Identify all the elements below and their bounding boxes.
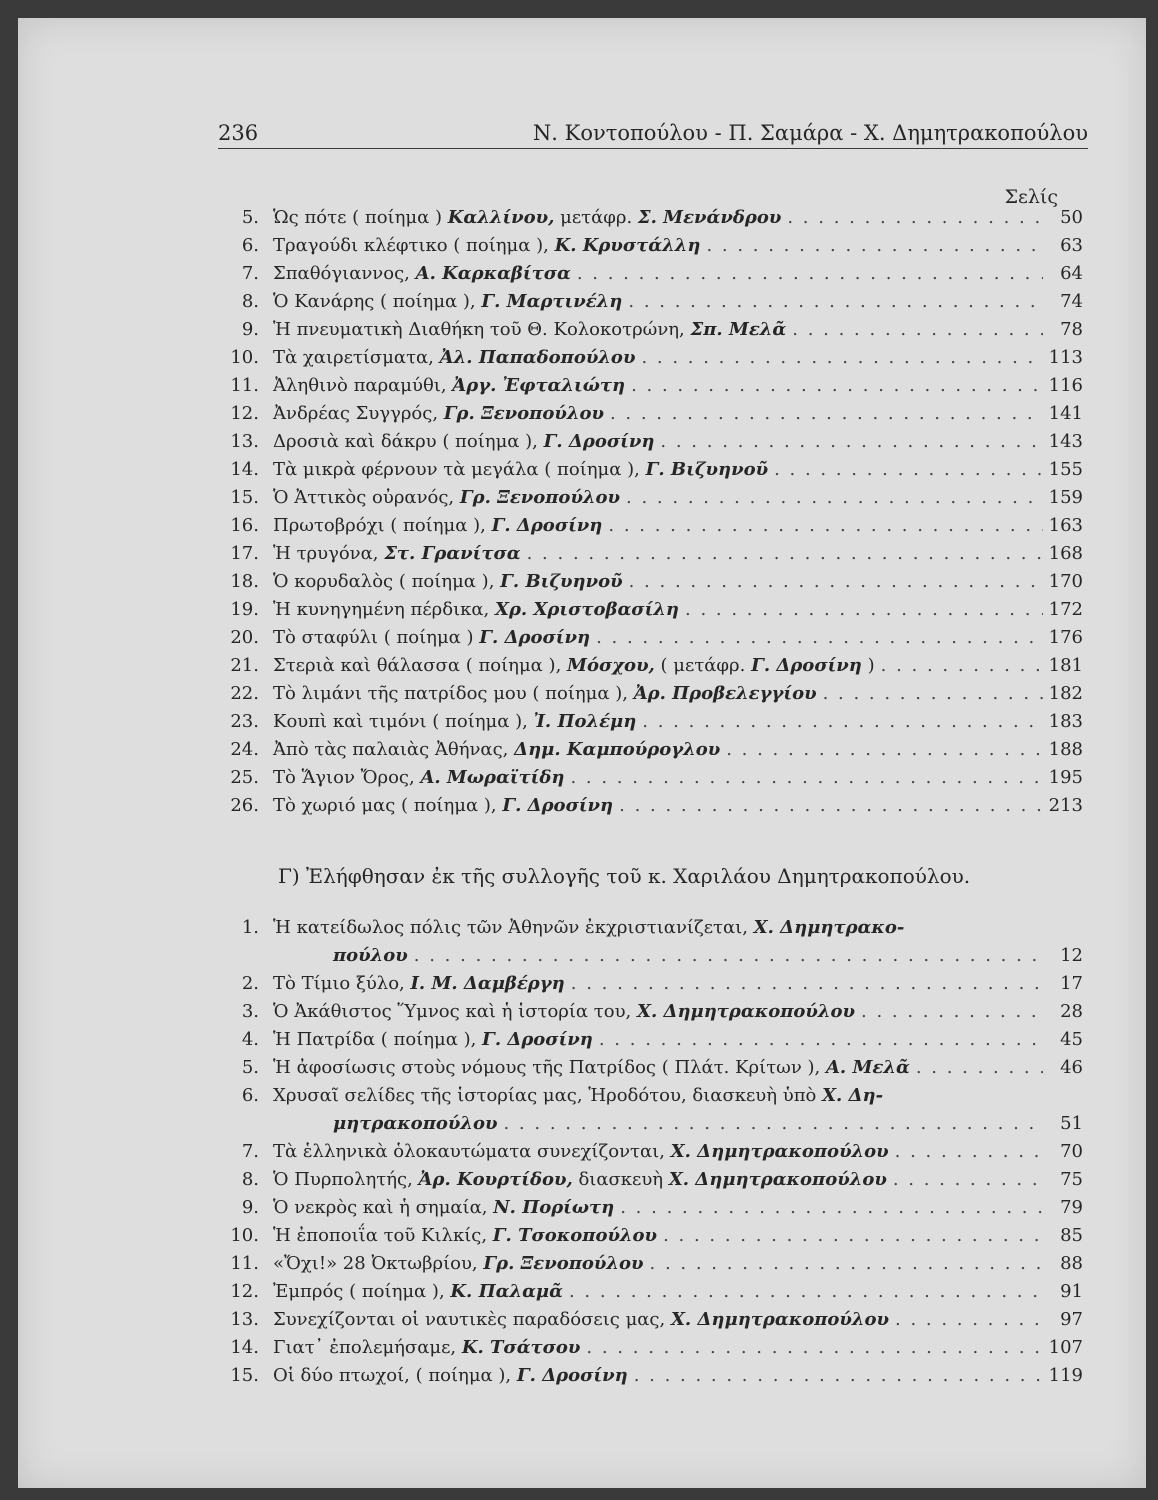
entry-text: Ὁ κορυδαλὸς ( ποίημα ), [273, 571, 501, 592]
toc-entry [223, 456, 1083, 484]
entry-page: 91 [1060, 1281, 1083, 1302]
entry-text: Πρωτοβρόχι ( ποίημα ), [273, 515, 492, 536]
entry-number: 24. [230, 739, 259, 760]
entry-text: Στεριὰ καὶ θάλασσα ( ποίημα ), [273, 655, 568, 676]
entry-page: 50 [1060, 207, 1083, 228]
entry-text: Ἡ Πατρίδα ( ποίημα ), [273, 1029, 483, 1050]
dot-leader [657, 1222, 1043, 1250]
dot-leader [855, 998, 1043, 1026]
entry-page: 195 [1048, 767, 1083, 788]
entry-author: Γ. Τσοκοπούλου [492, 1225, 658, 1246]
entry-number: 21. [230, 655, 259, 676]
entry-author: Γ. Δροσίνη [543, 431, 655, 452]
dot-leader [580, 1334, 1043, 1362]
entry-title [273, 1026, 593, 1054]
entry-author: Ἀλ. Παπαδοπούλου [439, 347, 636, 368]
entry-page: 155 [1048, 459, 1083, 480]
dot-leader [571, 260, 1043, 288]
entry-text: Συνεχίζονται οἱ ναυτικὲς παραδόσεις μας, [273, 1309, 671, 1330]
toc-entry [223, 914, 1083, 942]
entry-number: 25. [230, 767, 259, 788]
entry-author: Γ. Δροσίνη [482, 1029, 593, 1050]
entry-title [273, 792, 613, 820]
entry-extra: μετάφρ. [554, 207, 638, 228]
entry-page: 74 [1060, 291, 1083, 312]
entry-title [273, 1250, 644, 1278]
entry-number: 11. [230, 1253, 259, 1274]
dot-leader [720, 736, 1043, 764]
entry-title [273, 1054, 910, 1082]
entry-text: Γιατ᾿ ἐπολεμήσαμε, [273, 1337, 462, 1358]
entry-title [273, 1082, 883, 1110]
entry-title [273, 456, 768, 484]
dot-leader [644, 1250, 1043, 1278]
entry-text: Τραγούδι κλέφτικο ( ποίημα ), [273, 235, 555, 256]
entry-title [273, 914, 904, 942]
toc-entry [223, 204, 1083, 232]
entry-page: 107 [1048, 1337, 1083, 1358]
dot-leader [564, 764, 1043, 792]
toc-entry [223, 400, 1083, 428]
dot-leader [889, 1138, 1043, 1166]
toc-entry [223, 232, 1083, 260]
toc-entry [223, 1362, 1083, 1390]
entry-author: Κ. Κρυστάλλη [554, 235, 701, 256]
toc-entry [223, 428, 1083, 456]
entry-page: 213 [1048, 795, 1083, 816]
toc-entry [223, 942, 1083, 970]
entry-author: Καλλίνου, [447, 207, 555, 228]
toc-entry [223, 344, 1083, 372]
toc-entry [223, 288, 1083, 316]
entry-number: 4. [241, 1029, 259, 1050]
book-page [18, 18, 1146, 1488]
entry-number: 14. [230, 459, 259, 480]
entry-page: 45 [1060, 1029, 1083, 1050]
entry-page: 17 [1060, 973, 1083, 994]
entry-number: 3. [241, 1001, 259, 1022]
entry-text: Ἡ κυνηγημένη πέρδικα, [273, 599, 495, 620]
entry-title [273, 764, 564, 792]
entry-text: Τὰ χαιρετίσματα, [273, 347, 440, 368]
entry-author: Γ. Βιζυηνοῦ [645, 459, 769, 480]
entry-author: Χ. Δημητρακοπούλου [670, 1141, 889, 1162]
entry-number: 10. [230, 1225, 259, 1246]
entry-title [273, 568, 623, 596]
entry-text: Τὸ σταφύλι ( ποίημα ) [273, 627, 480, 648]
entry-text: Ἡ κατείδωλος πόλις τῶν Ἀθηνῶν ἐκχριστιανίζεται, [273, 917, 754, 938]
entry-title [273, 540, 521, 568]
entry-title [273, 484, 620, 512]
entry-number: 8. [241, 291, 259, 312]
entry-number: 1. [241, 917, 259, 938]
toc-entry [223, 1250, 1083, 1278]
toc-entry [223, 792, 1083, 820]
entry-number: 22. [230, 683, 259, 704]
entry-number: 14. [230, 1337, 259, 1358]
entry-author: Γ. Βιζυηνοῦ [500, 571, 623, 592]
entry-number: 15. [230, 487, 259, 508]
entry-page: 182 [1048, 683, 1083, 704]
toc-entry [223, 1166, 1083, 1194]
toc-entry [223, 1222, 1083, 1250]
entry-title [273, 204, 781, 232]
toc-entry [223, 316, 1083, 344]
entry-author: πούλου [333, 945, 408, 966]
entry-title [273, 1166, 887, 1194]
entry-title [273, 344, 635, 372]
dot-leader [604, 400, 1043, 428]
entry-author: Γ. Δροσίνη [502, 795, 614, 816]
entry-title [273, 1194, 614, 1222]
dot-leader [654, 428, 1043, 456]
entry-number: 5. [241, 207, 259, 228]
entry-title [273, 400, 604, 428]
entry-page: 85 [1060, 1225, 1083, 1246]
entry-page: 63 [1060, 235, 1083, 256]
entry-number: 17. [230, 543, 259, 564]
entry-author: Ν. Πορίωτη [493, 1197, 615, 1218]
dot-leader [889, 1306, 1043, 1334]
toc-entry [223, 512, 1083, 540]
entry-author: Α. Καρκαβίτσα [415, 263, 571, 284]
entry-page: 181 [1048, 655, 1083, 676]
toc-entry [223, 1026, 1083, 1054]
entry-text: Οἱ δύο πτωχοί, ( ποίημα ), [273, 1365, 517, 1386]
entry-number: 13. [230, 1309, 259, 1330]
entry-extra: διασκευὴ [572, 1169, 669, 1190]
entry-text: Ὁ Ἀττικὸς οὐρανός, [273, 487, 460, 508]
entry-author: Γρ. Ξενοπούλου [443, 403, 604, 424]
entry-number: 16. [230, 515, 259, 536]
entry-text: Σπαθόγιαννος, [273, 263, 416, 284]
entry-author: Ἀργ. Ἐφταλιώτη [452, 375, 626, 396]
entry-author: Γ. Δροσίνη [491, 515, 603, 536]
entry-page: 46 [1060, 1057, 1083, 1078]
entry-page: 172 [1048, 599, 1083, 620]
entry-number: 9. [241, 1197, 259, 1218]
entry-author-2: Σ. Μενάνδρου [637, 207, 782, 228]
entry-page: 168 [1048, 543, 1083, 564]
entry-page: 12 [1060, 945, 1083, 966]
dot-leader [781, 204, 1043, 232]
entry-page: 28 [1060, 1001, 1083, 1022]
entry-author: Σπ. Μελᾶ [690, 319, 787, 340]
entry-author: Α. Μωραϊτίδη [420, 767, 565, 788]
entry-author: Μόσχου, [567, 655, 655, 676]
toc-entry [223, 1082, 1083, 1110]
entry-author: Ι. Μ. Δαμβέργη [410, 973, 565, 994]
dot-leader [497, 1110, 1043, 1138]
toc-entry [223, 1306, 1083, 1334]
entry-number: 7. [241, 263, 259, 284]
dot-leader [614, 1194, 1043, 1222]
entry-page: 159 [1048, 487, 1083, 508]
dot-leader [786, 316, 1043, 344]
entry-number: 11. [230, 375, 259, 396]
entry-page: 70 [1060, 1141, 1083, 1162]
toc-entry [223, 1278, 1083, 1306]
dot-leader [910, 1054, 1043, 1082]
entry-page: 163 [1048, 515, 1083, 536]
entry-number: 6. [241, 1085, 259, 1106]
entry-author: Ἀρ. Προβελεγγίου [633, 683, 817, 704]
entry-page: 88 [1060, 1253, 1083, 1274]
dot-leader [628, 1362, 1043, 1390]
entry-page: 78 [1060, 319, 1083, 340]
entry-title [273, 1362, 628, 1390]
entry-page: 183 [1048, 711, 1083, 732]
page-number: 236 [218, 121, 259, 145]
entry-author: μητρακοπούλου [333, 1113, 498, 1134]
entry-author: Γ. Δροσίνη [516, 1365, 628, 1386]
entry-page: 116 [1048, 375, 1083, 396]
entry-text: Ἐμπρός ( ποίημα ), [273, 1281, 451, 1302]
dot-leader [625, 372, 1043, 400]
entry-text: Τὸ λιμάνι τῆς πατρίδος μου ( ποίημα ), [273, 683, 634, 704]
entry-author: Γρ. Ξενοπούλου [459, 487, 621, 508]
entry-text: Τὰ μικρὰ φέρνουν τὰ μεγάλα ( ποίημα ), [273, 459, 646, 480]
toc-entry [223, 596, 1083, 624]
page-column-label: Σελίς [1004, 186, 1058, 208]
toc-entry [223, 708, 1083, 736]
dot-leader [679, 596, 1043, 624]
entry-author-2: Χ. Δημητρακοπούλου [668, 1169, 887, 1190]
entry-text: Ἡ πνευματικὴ Διαθήκη τοῦ Θ. Κολοκοτρώνη, [273, 319, 691, 340]
entry-text: Ἡ τρυγόνα, [273, 543, 385, 564]
entry-title [273, 1306, 889, 1334]
entry-author: Γρ. Ξενοπούλου [483, 1253, 644, 1274]
toc-entry [223, 764, 1083, 792]
toc-entry [223, 540, 1083, 568]
entry-number: 23. [230, 711, 259, 732]
entry-title [273, 970, 565, 998]
toc-list-b [223, 204, 1083, 820]
entry-page: 170 [1048, 571, 1083, 592]
entry-text: Τὸ Τίμιο ξύλο, [273, 973, 411, 994]
toc-entry [223, 998, 1083, 1026]
toc-entry [223, 372, 1083, 400]
entry-page: 51 [1060, 1113, 1083, 1134]
entry-extra: ( μετάφρ. [654, 655, 752, 676]
entry-title [273, 624, 590, 652]
dot-leader [613, 792, 1043, 820]
toc-entry [223, 680, 1083, 708]
entry-number: 19. [230, 599, 259, 620]
entry-page: 97 [1060, 1309, 1083, 1330]
entry-title [273, 1222, 657, 1250]
entry-number: 20. [230, 627, 259, 648]
entry-title [273, 1334, 580, 1362]
dot-leader [565, 970, 1043, 998]
toc-entry [223, 736, 1083, 764]
dot-leader [590, 624, 1043, 652]
toc-list-c [223, 914, 1083, 1390]
entry-title [273, 1110, 497, 1138]
entry-author-2: Γ. Δροσίνη [751, 655, 862, 676]
entry-text: Ὁ Κανάρης ( ποίημα ), [273, 291, 482, 312]
entry-text: Ἀληθινὸ παραμύθι, [273, 375, 453, 396]
entry-text: Ὁ Ἀκάθιστος Ὕμνος καὶ ἡ ἱστορία του, [273, 1001, 637, 1022]
entry-page: 64 [1060, 263, 1083, 284]
entry-number: 12. [230, 1281, 259, 1302]
entry-author: Κ. Παλαμᾶ [450, 1281, 563, 1302]
entry-title [273, 372, 625, 400]
toc-entry [223, 1194, 1083, 1222]
entry-page: 141 [1048, 403, 1083, 424]
entry-page: 188 [1048, 739, 1083, 760]
toc-entry [223, 652, 1083, 680]
entry-author: Χρ. Χριστοβασίλη [495, 599, 679, 620]
dot-leader [521, 540, 1043, 568]
entry-author: Γ. Μαρτινέλη [481, 291, 623, 312]
entry-title [273, 512, 602, 540]
entry-page: 143 [1048, 431, 1083, 452]
dot-leader [700, 232, 1043, 260]
page-header [218, 118, 1088, 149]
dot-leader [817, 680, 1043, 708]
entry-number: 15. [230, 1365, 259, 1386]
entry-page: 75 [1060, 1169, 1083, 1190]
dot-leader [875, 652, 1043, 680]
entry-text: Τὸ χωριό μας ( ποίημα ), [273, 795, 503, 816]
entry-text: Ἡ ἀφοσίωσις στοὺς νόμους τῆς Πατρίδος ( Πλάτ. Κρίτων ), [273, 1057, 826, 1078]
entry-title [273, 1138, 889, 1166]
dot-leader [563, 1278, 1043, 1306]
entry-text: Τὰ ἑλληνικὰ ὁλοκαυτώματα συνεχίζονται, [273, 1141, 671, 1162]
entry-tail: ) [861, 655, 875, 676]
entry-title [273, 1278, 563, 1306]
entry-author: Χ. Δημητρακοπούλου [670, 1309, 889, 1330]
entry-number: 6. [241, 235, 259, 256]
entry-number: 5. [241, 1057, 259, 1078]
entry-text: Ὁ Πυρπολητής, [273, 1169, 419, 1190]
entry-author: Γ. Δροσίνη [479, 627, 591, 648]
dot-leader [623, 568, 1043, 596]
entry-text: Δροσιὰ καὶ δάκρυ ( ποίημα ), [273, 431, 544, 452]
toc-entry [223, 260, 1083, 288]
entry-title [273, 942, 408, 970]
entry-text: Χρυσαῖ σελίδες τῆς ἱστορίας μας, Ἡροδότου, διασκευὴ ὑπὸ [273, 1085, 823, 1106]
toc-entry [223, 1138, 1083, 1166]
entry-title [273, 260, 571, 288]
entry-text: Ἀπὸ τὰς παλαιὰς Ἀθήνας, [273, 739, 515, 760]
dot-leader [593, 1026, 1043, 1054]
entry-title [273, 596, 679, 624]
toc-entry [223, 970, 1083, 998]
entry-number: 9. [241, 319, 259, 340]
entry-title [273, 652, 875, 680]
entry-text: Τὸ Ἅγιον Ὄρος, [273, 767, 421, 788]
toc-entry [223, 624, 1083, 652]
entry-text: Ἀνδρέας Συγγρός, [273, 403, 444, 424]
toc-entry [223, 484, 1083, 512]
entry-title [273, 232, 700, 260]
toc-entry [223, 568, 1083, 596]
entry-page: 113 [1048, 347, 1083, 368]
entry-number: 13. [230, 431, 259, 452]
entry-page: 119 [1048, 1365, 1083, 1386]
entry-author: Χ. Δη- [822, 1085, 884, 1106]
running-title: Ν. Κοντοπούλου - Π. Σαμάρα - Χ. Δημητρακοπούλου [532, 121, 1088, 145]
entry-page: 79 [1060, 1197, 1083, 1218]
toc-entry [223, 1054, 1083, 1082]
entry-text: «Ὄχι!» 28 Ὀκτωβρίου, [273, 1253, 484, 1274]
dot-leader [887, 1166, 1043, 1194]
dot-leader [620, 484, 1043, 512]
entry-author: Στ. Γρανίτσα [384, 543, 521, 564]
toc-entry [223, 1110, 1083, 1138]
entry-title [273, 736, 720, 764]
entry-number: 12. [230, 403, 259, 424]
entry-number: 7. [241, 1141, 259, 1162]
dot-leader [768, 456, 1043, 484]
dot-leader [622, 288, 1043, 316]
dot-leader [408, 942, 1043, 970]
entry-author: Χ. Δημητρακοπούλου [636, 1001, 856, 1022]
dot-leader [602, 512, 1043, 540]
entry-number: 2. [241, 973, 259, 994]
dot-leader [635, 344, 1043, 372]
entry-author: Δημ. Καμπούρογλου [514, 739, 721, 760]
toc-entry [223, 1334, 1083, 1362]
entry-author: Α. Μελᾶ [825, 1057, 910, 1078]
entry-number: 18. [230, 571, 259, 592]
entry-author: Κ. Τσάτσου [461, 1337, 581, 1358]
entry-text: Ὁ νεκρὸς καὶ ἡ σημαία, [273, 1197, 494, 1218]
entry-author: Ἰ. Πολέμη [533, 711, 637, 732]
dot-leader [636, 708, 1043, 736]
entry-title [273, 288, 622, 316]
entry-text: Κουπὶ καὶ τιμόνι ( ποίημα ), [273, 711, 534, 732]
entry-number: 8. [241, 1169, 259, 1190]
entry-title [273, 428, 654, 456]
entry-text: Ἡ ἐποποιΐα τοῦ Κιλκίς, [273, 1225, 493, 1246]
entry-title [273, 998, 855, 1026]
entry-author: Χ. Δημητρακο- [753, 917, 905, 938]
entry-title [273, 708, 636, 736]
entry-title [273, 316, 786, 344]
entry-number: 26. [230, 795, 259, 816]
entry-page: 176 [1048, 627, 1083, 648]
entry-title [273, 680, 817, 708]
entry-text: Ὡς πότε ( ποίημα ) [273, 207, 448, 228]
entry-author: Ἀρ. Κουρτίδου, [418, 1169, 573, 1190]
entry-number: 10. [230, 347, 259, 368]
section-heading: Γ) Ἐλήφθησαν ἐκ τῆς συλλογῆς τοῦ κ. Χαριλάου Δημητρακοπούλου. [278, 864, 971, 888]
